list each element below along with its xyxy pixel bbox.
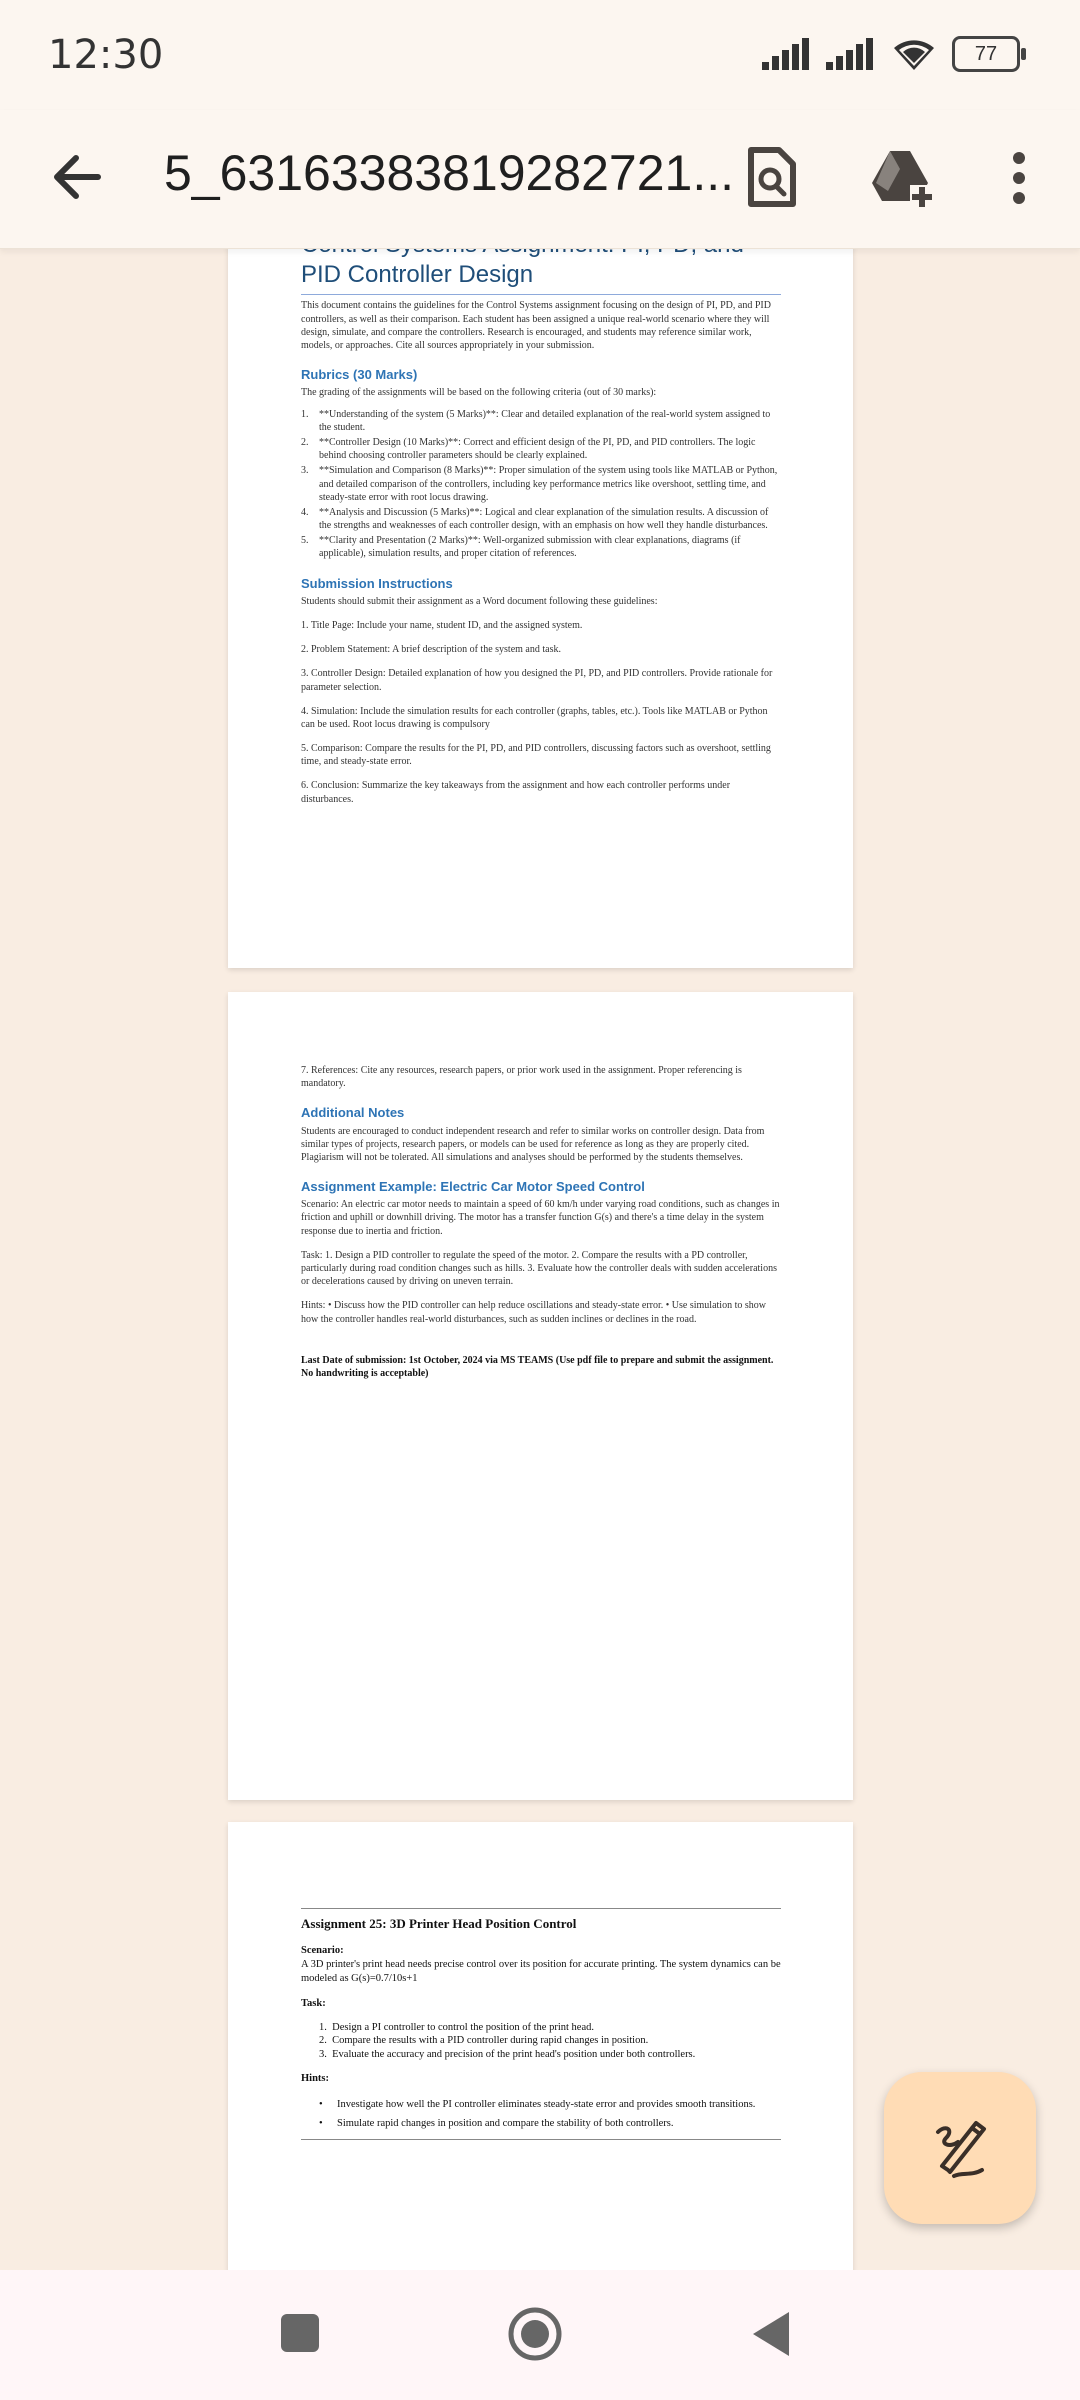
task-label: Task: — [301, 1997, 326, 2009]
submission-item: 5. Comparison: Compare the results for the PI, PD, and PID controllers, discussing factors such as overshoot, settling time, and steady-state error. — [301, 743, 771, 768]
pdf-page-1 — [228, 228, 853, 968]
submission-item: 3. Controller Design: Detailed explanation of how you designed the PI, PD, and PID controllers. Provide rationale for parameter selection. — [301, 668, 773, 693]
submission-item: 6. Conclusion: Summarize the key takeaways from the assignment and how each controller performs under disturbances. — [301, 780, 731, 805]
scenario-label: Scenario: — [301, 1945, 344, 1957]
task-paragraph: Task: 1. Design a PID controller to regulate the speed of the motor. 2. Compare the results with a PD controller, particularly during road condition changes such as hills. 3. Evaluate how the controller deals with sudden accelerations or decelerations caused by driving on uneven terrain. — [301, 1249, 777, 1288]
battery-level: 77 — [974, 42, 998, 65]
list-item — [301, 534, 781, 560]
list-number: 2. — [301, 436, 309, 448]
references-item: 7. References: Cite any resources, research papers, or prior work used in the assignment. Proper referencing is mandatory. — [301, 1065, 742, 1090]
page-title: PID Controller Design — [301, 230, 781, 295]
page-1-content — [301, 230, 781, 817]
bullet: • — [319, 2117, 323, 2129]
list-text: **Analysis and Discussion (5 Marks)**: Logical and clear explanation of the simulation results. A discussion of the strengths and weaknesses of each controller design, with an emphasis on how well they handle disturbances. — [319, 506, 769, 532]
list-item: 1. Design a PI controller to control the position of the print head. — [319, 2021, 594, 2033]
pdf-page-3 — [228, 1822, 853, 2282]
page-2-content — [301, 1064, 781, 1391]
triangle-back-icon[interactable] — [751, 2310, 791, 2358]
hints-paragraph: Hints: • Discuss how the PID controller can help reduce oscillations and steady-state error. • Use simulation to show how the controller handles real-world disturbances, such as sudden inclines or declines in the road. — [301, 1300, 766, 1325]
battery-icon — [952, 36, 1020, 72]
submission-heading: Submission Instructions — [301, 575, 453, 591]
list-item — [301, 408, 781, 434]
edit-pen-icon[interactable] — [884, 2072, 1036, 2224]
list-text: Investigate how well the PI controller eliminates steady-state error and provides smooth transitions. — [337, 2099, 756, 2111]
status-time: 12:30 — [48, 32, 164, 78]
submission-item: 1. Title Page: Include your name, student ID, and the assigned system. — [301, 619, 583, 631]
document-title: 5_63163383819282721... — [164, 145, 735, 201]
rubrics-intro: The grading of the assignments will be based on the following criteria (out of 30 marks): — [301, 387, 657, 399]
list-text: Simulate rapid changes in position and compare the stability of both controllers. — [337, 2117, 674, 2129]
intro-paragraph: This document contains the guidelines for the Control Systems assignment focusing on the design of PI, PD, and PID controllers, as well as their comparison. Each student has been assigned a unique real-world scenario where they will design, simulate, and compare the controllers. Research is encouraged, and students may reference similar work, models, or approaches. Cite all sources appropriately in your submission. — [301, 300, 771, 352]
list-text: Evaluate the accuracy and precision of the print head's position under both controllers. — [332, 2049, 696, 2061]
rubrics-list — [301, 408, 781, 561]
pdf-page-2 — [228, 992, 853, 1800]
rubrics-heading: Rubrics (30 Marks) — [301, 367, 418, 383]
search-document-icon[interactable] — [731, 138, 811, 218]
bullet: • — [319, 2099, 323, 2111]
status-bar — [0, 0, 1080, 110]
list-item: 2. Compare the results with a PID controller during rapid changes in position. — [319, 2035, 649, 2047]
arrow-back-icon[interactable] — [46, 146, 108, 208]
square-recents-icon[interactable] — [281, 2314, 319, 2352]
list-item — [319, 2117, 781, 2131]
list-text: **Clarity and Presentation (2 Marks)**: Well-organized submission with clear explanations, diagrams (if applicable), simulation results, and proper citation of references. — [319, 535, 741, 560]
list-item — [301, 436, 781, 462]
deadline-paragraph: Last Date of submission: 1st October, 2024 via MS TEAMS (Use pdf file to prepare and submit the assignment. No handwriting is acceptable) — [301, 1354, 774, 1379]
list-text: **Understanding of the system (5 Marks)**: Clear and detailed explanation of the real-world system assigned to the student. — [319, 408, 771, 433]
app-toolbar — [0, 110, 1080, 249]
list-text: **Simulation and Comparison (8 Marks)**: Proper simulation of the system using tools like MATLAB or Python, and detailed comparison of the controllers, including key performance metrics like overshoot, settling time, and steady-state error with root locus drawing. — [319, 465, 778, 503]
task-list — [301, 2021, 781, 2063]
more-vert-icon[interactable] — [979, 138, 1059, 218]
scenario-paragraph: Scenario: An electric car motor needs to maintain a speed of 60 km/h under varying road conditions, such as changes in friction and uphill or downhill driving. The motor has a transfer function G(s) and there's a time delay in the system response due to inertia and friction. — [301, 1199, 780, 1237]
list-item — [301, 464, 781, 504]
scenario-text: A 3D printer's print head needs precise control over its position for accurate printing. The system dynamics can be modeled as G(s)=0.7/10s+1 — [301, 1959, 781, 1984]
list-number: 4. — [301, 506, 309, 518]
page-3-content — [301, 1908, 781, 2140]
pdf-viewer[interactable] — [0, 248, 1080, 2270]
notes-heading: Additional Notes — [301, 1105, 405, 1121]
hints-list — [301, 2098, 781, 2131]
submission-item: 4. Simulation: Include the simulation results for each controller (graphs, tables, etc.). Tools like MATLAB or Python can be used. Root locus drawing is compulsory — [301, 705, 768, 730]
list-text: **Controller Design (10 Marks)**: Correct and efficient design of the PI, PD, and PID controllers. The logic behind choosing controller parameters should be clearly explained. — [319, 436, 756, 462]
list-text: Design a PI controller to control the position of the print head. — [332, 2021, 594, 2033]
status-icons — [762, 34, 1020, 74]
list-item — [301, 506, 781, 532]
hints-label: Hints: — [301, 2073, 330, 2085]
list-number: 5. — [301, 535, 309, 547]
wifi-icon — [890, 36, 938, 72]
assignment-title: Assignment 25: 3D Printer Head Position Control — [301, 1916, 577, 1931]
divider — [301, 1908, 781, 1909]
divider — [301, 2139, 781, 2140]
add-to-drive-icon[interactable] — [862, 138, 942, 218]
signal-icon-2 — [826, 38, 876, 70]
circle-home-icon[interactable] — [507, 2306, 563, 2362]
list-item: 3. Evaluate the accuracy and precision of the print head's position under both controllers. — [319, 2049, 696, 2061]
submission-intro: Students should submit their assignment as a Word document following these guidelines: — [301, 595, 658, 607]
navigation-bar — [0, 2270, 1080, 2400]
example-heading: Assignment Example: Electric Car Motor Speed Control — [301, 1179, 645, 1195]
list-text: Compare the results with a PID controller during rapid changes in position. — [332, 2035, 649, 2047]
list-number: 3. — [301, 465, 309, 477]
notes-paragraph: Students are encouraged to conduct independent research and refer to similar works on controller design. Data from similar types of projects, research papers, or models can be used for reference as long as they are properly cited. Plagiarism will not be tolerated. All simulations and analyses should be performed by the students themselves. — [301, 1125, 765, 1163]
signal-icon — [762, 38, 812, 70]
list-item — [319, 2098, 781, 2112]
list-number: 1. — [301, 408, 309, 420]
submission-item: 2. Problem Statement: A brief description of the system and task. — [301, 644, 561, 656]
